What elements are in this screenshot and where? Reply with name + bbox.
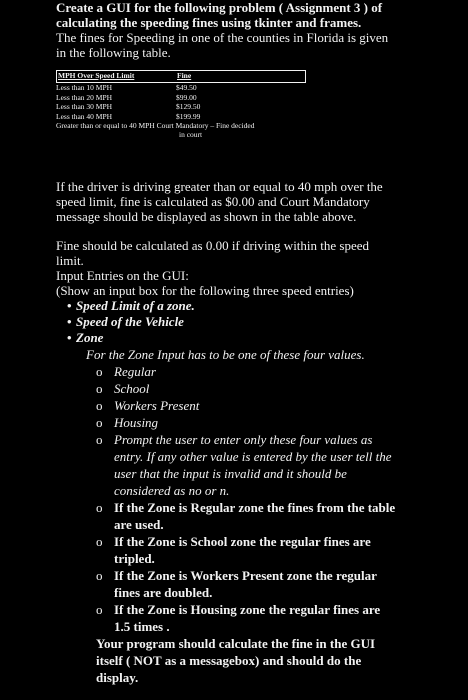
- final-line: itself ( NOT as a messagebox) and should do the: [96, 653, 362, 668]
- rule-line: are used.: [114, 517, 164, 532]
- rule-line: o If the Zone is Regular zone the fines from the table: [114, 500, 396, 515]
- list-item: [96, 431, 416, 499]
- zone-values-list: [96, 363, 416, 635]
- table-cell: $199.99: [176, 111, 201, 121]
- table-cell: Less than 10 MPH: [56, 83, 113, 92]
- rule-line: o If the Zone is Workers Present zone the regular: [114, 568, 377, 583]
- paragraph-line: Input Entries on the GUI:: [56, 268, 189, 283]
- list-item: o Workers Present: [96, 397, 416, 414]
- list-item: [96, 567, 416, 601]
- table-row: [56, 83, 416, 93]
- table-cell: Less than 30 MPH: [56, 102, 113, 111]
- header-line: calculating the speeding fines using tkinter and frames.: [56, 15, 362, 30]
- table-row: [56, 112, 416, 122]
- table-cell: Less than 40 MPH: [56, 111, 113, 121]
- prompt-line: user that the input is invalid and it should be: [114, 466, 347, 481]
- table-cell: Greater than or equal to 40 MPH: [56, 121, 155, 130]
- paragraph-line: Fine should be calculated as 0.00 if driving within the speed: [56, 238, 370, 253]
- header-line: Create a GUI for the following problem ( Assignment 3 ) of: [56, 0, 383, 15]
- prompt-line: considered as no or n.: [114, 483, 230, 498]
- rule-line: fines are doubled.: [114, 585, 213, 600]
- table-row: [56, 93, 416, 103]
- input-list: [56, 298, 416, 346]
- table-cell: $49.50: [176, 83, 197, 92]
- paragraph-line: (Show an input box for the following three speed entries): [56, 283, 354, 298]
- rule-line: o If the Zone is School zone the regular fines are: [114, 534, 371, 549]
- list-item: • Zone: [56, 330, 416, 346]
- intro-line: The fines for Speeding in one of the counties in Florida is given: [56, 30, 389, 45]
- section-court: [56, 179, 416, 224]
- column-header-fine: Fine: [177, 71, 192, 80]
- table-header-row: [56, 70, 306, 83]
- list-item: o Housing: [96, 414, 416, 431]
- prompt-line: entry. If any other value is entered by the user tell the: [114, 449, 392, 464]
- table-cell: $99.00: [176, 92, 197, 102]
- intro-line: in the following table.: [56, 45, 171, 60]
- list-item: [96, 499, 416, 533]
- list-item: [96, 533, 416, 567]
- final-instruction: [96, 635, 416, 686]
- list-item: o School: [96, 380, 416, 397]
- final-line: Your program should calculate the fine in the GUI: [96, 636, 376, 651]
- paragraph-line: limit.: [56, 253, 84, 268]
- section-inputs: [56, 238, 416, 298]
- table-row: [56, 121, 416, 131]
- paragraph-line: If the driver is driving greater than or equal to 40 mph over the: [56, 179, 383, 194]
- rule-line: 1.5 times .: [114, 619, 170, 634]
- list-item: • Speed Limit of a zone.: [56, 298, 416, 314]
- paragraph-line: message should be displayed as shown in the table above.: [56, 209, 357, 224]
- column-header-speed: MPH Over Speed Limit: [58, 71, 135, 80]
- assignment-header: [56, 0, 416, 60]
- rule-line: tripled.: [114, 551, 155, 566]
- list-item: o Regular: [96, 363, 416, 380]
- table-note: in court: [179, 129, 203, 139]
- list-item: • Speed of the Vehicle: [56, 314, 416, 330]
- paragraph-line: speed limit, fine is calculated as $0.00 and Court Mandatory: [56, 194, 370, 209]
- final-line: display.: [96, 670, 139, 685]
- table-row: [56, 102, 416, 112]
- fines-table: [56, 70, 416, 139]
- assignment-document: [56, 0, 416, 686]
- list-item: [96, 601, 416, 635]
- zone-intro: For the Zone Input has to be one of these four values.: [86, 347, 365, 362]
- table-cell: Less than 20 MPH: [56, 92, 113, 102]
- table-cell: Court Mandatory – Fine decided: [156, 121, 255, 130]
- rule-line: o If the Zone is Housing zone the regular fines are: [114, 602, 381, 617]
- prompt-line: o Prompt the user to enter only these four values as: [114, 432, 373, 447]
- table-cell: $129.50: [176, 102, 201, 111]
